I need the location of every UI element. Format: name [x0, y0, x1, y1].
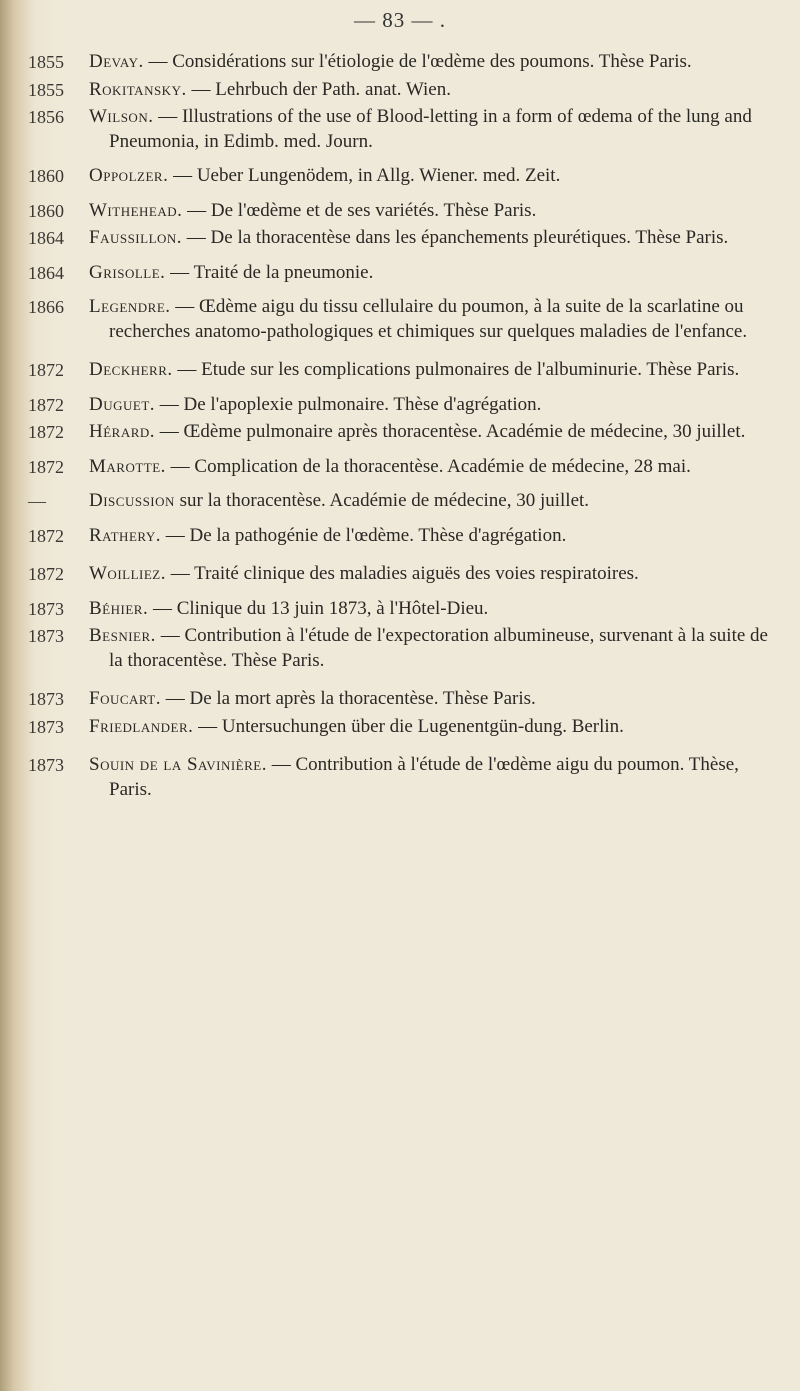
entry-year: 1873: [28, 716, 64, 737]
bibliography-entry: [28, 105, 788, 154]
entry-author: Hérard.: [89, 421, 156, 442]
bibliography-entry: [28, 687, 788, 712]
entry-author: Oppolzer.: [89, 165, 169, 186]
bibliography-list: [28, 50, 788, 802]
entry-year: 1866: [28, 297, 64, 317]
entry-author: Woilliez.: [89, 563, 166, 584]
bibliography-entry: [28, 455, 788, 480]
entry-author: Wilson.: [89, 106, 154, 127]
entry-text: — Œdème pulmonaire après thoracentèse. Académie de médecine, 30 juillet.: [159, 421, 746, 442]
entry-text: — Lehrbuch der Path. anat. Wien.: [191, 78, 451, 100]
entry-year: 1855: [28, 52, 64, 72]
bibliography-entry: [28, 597, 788, 622]
entry-text: — Complication de la thoracentèse. Académie de médecine, 28 mai.: [170, 455, 691, 477]
bibliography-entry: [28, 489, 788, 514]
entry-year: 1855: [28, 79, 64, 100]
entry-author: Legendre.: [89, 296, 171, 317]
entry-year: 1860: [28, 166, 64, 186]
entry-text: — De la pathogénie de l'œdème. Thèse d'agrégation.: [165, 524, 567, 546]
bibliography-entry: [28, 261, 788, 286]
bibliography-entry: [28, 199, 788, 224]
bibliography-entry: [28, 562, 788, 587]
bibliography-entry: [28, 715, 788, 740]
entry-year: 1873: [28, 755, 64, 775]
entry-year: 1873: [28, 689, 64, 709]
entry-text: — De l'apoplexie pulmonaire. Thèse d'agrégation.: [159, 393, 542, 415]
entry-year: 1856: [28, 107, 64, 127]
bibliography-entry: [28, 753, 788, 802]
entry-year: —: [28, 491, 46, 511]
entry-year: 1872: [28, 456, 64, 477]
entry-year: 1864: [28, 262, 64, 283]
entry-author: Grisolle.: [89, 261, 166, 283]
entry-text: — Contribution à l'étude de l'œdème aigu du poumon. Thèse, Paris.: [109, 754, 739, 800]
bibliography-entry: [28, 358, 788, 383]
entry-year: 1860: [28, 200, 64, 221]
entry-text: — Etude sur les complications pulmonaires de l'albuminurie. Thèse Paris.: [177, 359, 740, 380]
bibliography-entry: [28, 524, 788, 549]
entry-author: Rokitansky.: [89, 78, 187, 100]
entry-text: — Illustrations of the use of Blood-letting in a form of œdema of the lung and Pneumonia, in Edimb. med. Journ.: [109, 106, 752, 152]
bibliography-entry: [28, 164, 788, 189]
entry-author: Besnier.: [89, 625, 156, 646]
entry-text: — Contribution à l'étude de l'expectoration albumineuse, survenant à la suite de la thoracentèse. Thèse Paris.: [109, 625, 768, 671]
entry-text: — De l'œdème et de ses variétés. Thèse Paris.: [187, 199, 537, 221]
bibliography-entry: [28, 295, 788, 344]
entry-text: — Considérations sur l'étiologie de l'œdème des poumons. Thèse Paris.: [148, 51, 692, 72]
entry-year: 1872: [28, 525, 64, 546]
bibliography-entry: [28, 226, 788, 251]
bibliography-entry: [28, 624, 788, 673]
entry-text: — De la mort après la thoracentèse. Thèse Paris.: [165, 688, 536, 709]
entry-author: Rathery.: [89, 524, 161, 546]
bibliography-entry: [28, 50, 788, 75]
bibliography-entry: [28, 420, 788, 445]
entry-author: Marotte.: [89, 455, 166, 477]
entry-year: 1872: [28, 394, 64, 415]
entry-text: — Ueber Lungenödem, in Allg. Wiener. med. Zeit.: [173, 165, 561, 186]
entry-text: — Clinique du 13 juin 1873, à l'Hôtel-Dieu.: [152, 597, 489, 619]
entry-author: Foucart.: [89, 688, 161, 709]
entry-text: — De la thoracentèse dans les épanchements pleurétiques. Thèse Paris.: [186, 227, 729, 248]
page-number: — 83 — .: [354, 8, 446, 32]
entry-text: — Traité clinique des maladies aiguës des voies respiratoires.: [170, 563, 639, 584]
entry-year: 1872: [28, 564, 64, 584]
entry-year: 1873: [28, 598, 64, 619]
entry-author: Discussion: [89, 490, 175, 511]
entry-year: 1864: [28, 228, 64, 248]
entry-author: Béhier.: [89, 597, 149, 619]
entry-author: Faussillon.: [89, 227, 183, 248]
entry-author: Devay.: [89, 51, 144, 72]
bibliography-entry: [28, 393, 788, 418]
entry-text: — Untersuchungen über die Lugenentgün-dung. Berlin.: [198, 715, 624, 737]
entry-year: 1872: [28, 422, 64, 442]
entry-text: sur la thoracentèse. Académie de médecine, 30 juillet.: [179, 490, 590, 511]
entry-author: Duguet.: [89, 393, 156, 415]
entry-year: 1873: [28, 626, 64, 646]
entry-text: — Traité de la pneumonie.: [170, 261, 374, 283]
entry-text: — Œdème aigu du tissu cellulaire du poumon, à la suite de la scarlatine ou recherches anatomo-pathologiques et chimiques sur quelques maladies de l'enfance.: [109, 296, 748, 342]
entry-author: Friedlander.: [89, 715, 194, 737]
entry-year: 1872: [28, 360, 64, 380]
entry-author: Deckherr.: [89, 359, 173, 380]
entry-author: Souin de la Savinière.: [89, 754, 267, 775]
entry-author: Withehead.: [89, 199, 183, 221]
bibliography-entry: [28, 78, 788, 103]
